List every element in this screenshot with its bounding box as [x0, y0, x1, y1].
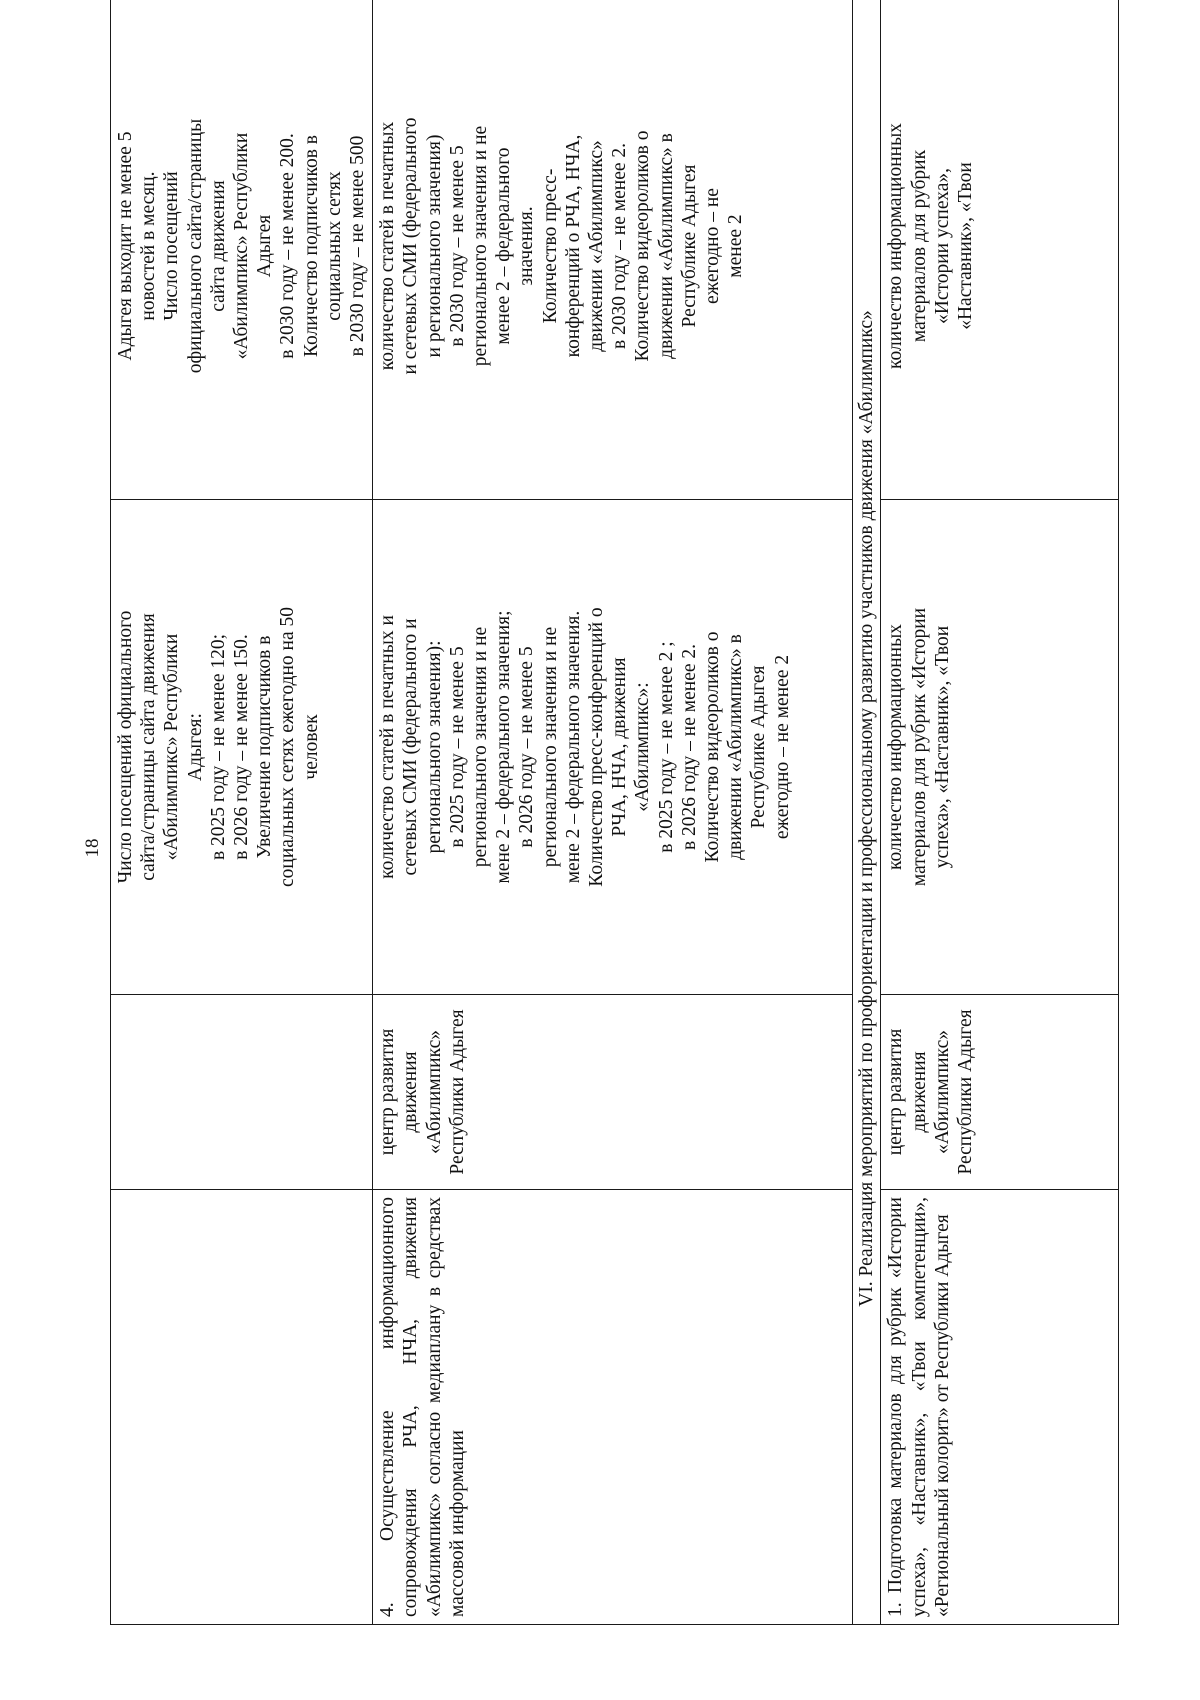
cell-line: человек	[300, 714, 322, 780]
cell-line: значения.	[516, 206, 538, 286]
cell-line: Количество пресс-	[539, 168, 561, 324]
cell-line: Республики Адыгея	[955, 1009, 977, 1175]
cell-line: сетевых СМИ (федерального и	[400, 618, 422, 876]
cell-line: в 2030 году – не менее 500	[347, 135, 369, 357]
page-number	[78, 818, 108, 878]
cell-line: сайта движения	[207, 180, 229, 312]
cell-line: Адыгея:	[184, 713, 206, 781]
cell-line: менее 2 – федерального	[493, 147, 515, 345]
cell-line: «Абилимпикс»:	[632, 682, 654, 812]
cell-line: регионального значения и не	[470, 125, 492, 367]
cell-indicator-2025-2026	[881, 500, 1119, 995]
cell-line: количество статей в печатных и	[377, 615, 399, 879]
cell-line: Количество пресс-конференций о	[586, 607, 608, 887]
cell-line: новостей в месяц.	[138, 171, 160, 321]
section-heading: VI. Реализация мероприятий по профориентации и профессиональному развитию участников движения «Абилимпикс»	[853, 0, 881, 1625]
table-row	[373, 0, 853, 1625]
cell-line: Число посещений официального	[115, 610, 136, 884]
cell-line: в 2025 году – не менее 5	[446, 646, 468, 848]
cell-line: мене 2 – федерального значения.	[562, 610, 584, 884]
cell-responsible	[881, 995, 1119, 1190]
rotated-table-container	[110, 53, 1116, 1625]
cell-line: «Абилимпикс»	[931, 1030, 953, 1154]
cell-line: в 2026 году – не менее 150.	[231, 634, 253, 860]
cell-line: менее 2	[725, 214, 747, 278]
cell-indicator-2030	[373, 0, 853, 500]
cell-line: регионального значения):	[423, 640, 445, 854]
cell-indicator-2030	[881, 0, 1119, 500]
cell-line: количество статей в печатных	[377, 121, 399, 371]
cell-indicator-2025-2026	[111, 500, 373, 995]
cell-line: в 2025 году – не менее 120;	[207, 633, 229, 861]
cell-line: движении «Абилимпикс» в	[725, 634, 747, 860]
cell-line: Адыгея	[254, 214, 276, 278]
cell-line: Республике Адыгея	[748, 665, 770, 829]
cell-line: Увеличение подписчиков в	[254, 635, 276, 859]
cell-line: и сетевых СМИ (федерального	[400, 117, 422, 375]
page-number-text: 18	[82, 838, 103, 858]
cell-line: движении «Абилимпикс»	[586, 140, 608, 352]
table-row	[111, 0, 373, 1625]
cell-indicator-2030	[111, 0, 373, 500]
cell-line: регионального значения и не	[470, 626, 492, 868]
cell-line: «Наставник», «Твои	[955, 162, 977, 330]
cell-line: Количество видеороликов о	[632, 130, 654, 362]
cell-responsible	[111, 995, 373, 1190]
cell-line: конференций о РЧА, НЧА,	[562, 134, 584, 358]
cell-line: материалов для рубрик «Истории	[908, 607, 930, 887]
cell-line: Количество подписчиков в	[300, 135, 322, 357]
cell-line: количество информационных	[885, 123, 907, 369]
cell-activity	[111, 1190, 373, 1625]
cell-line: официального сайта/страницы	[184, 118, 206, 374]
cell-line: РЧА, НЧА, движения	[609, 657, 631, 837]
cell-line: материалов для рубрик	[908, 149, 930, 343]
cell-line: «Абилимпикс» Республики	[161, 633, 183, 861]
cell-line: ежегодно – не менее 2	[771, 654, 793, 840]
cell-line: регионального значения и не	[539, 626, 561, 868]
cell-line: сайта/страницы сайта движения	[138, 613, 160, 881]
cell-line: Адыгея выходит не менее 5	[115, 131, 136, 361]
cell-line: в 2030 году – не менее 5	[446, 145, 468, 347]
cell-line: в 2026 году – не менее 5	[516, 646, 538, 848]
section-heading-row	[853, 0, 881, 1625]
table-row	[881, 0, 1119, 1625]
cell-line: в 2025 году – не менее 2 ;	[655, 641, 677, 853]
cell-line: «Абилимпикс»	[423, 1030, 445, 1154]
cell-line: в 2026 году – не менее 2.	[678, 643, 700, 851]
cell-activity: 1. Подготовка материалов для рубрик «Истории успеха», «Наставник», «Твои компетенции», «Региональный колорит» от Республики Адыгея	[881, 1190, 1119, 1625]
cell-line: центр развития	[885, 1028, 907, 1156]
cell-line: количество информационных	[885, 624, 907, 870]
cell-line: Количество видеороликов о	[702, 631, 724, 863]
cell-line: социальных сетях ежегодно на 50	[277, 607, 299, 887]
cell-indicator-2025-2026	[373, 500, 853, 995]
cell-line: мене 2 – федерального значения;	[493, 610, 515, 884]
cell-line: движения	[908, 1051, 930, 1133]
cell-line: социальных сетях	[323, 171, 345, 321]
cell-line: ежегодно – не	[702, 188, 724, 304]
cell-line: движения	[400, 1051, 422, 1133]
cell-line: «Истории успеха»,	[931, 168, 953, 325]
cell-line: и регионального значения)	[423, 134, 445, 358]
cell-line: Республике Адыгея	[678, 164, 700, 328]
plan-table	[110, 0, 1119, 1625]
cell-line: в 2030 году – не менее 2.	[609, 142, 631, 350]
cell-activity: 4. Осуществление информационного сопровождения РЧА, НЧА, движения «Абилимпикс» согласно медиаплану в средствах массовой информации	[373, 1190, 853, 1625]
cell-responsible	[373, 995, 853, 1190]
cell-line: «Абилимпикс» Республики	[231, 132, 253, 360]
cell-line: в 2030 году – не менее 200.	[277, 133, 299, 359]
cell-line: Республики Адыгея	[446, 1009, 468, 1175]
cell-line: Число посещений	[161, 171, 183, 321]
cell-line: движении «Абилимпикс» в	[655, 133, 677, 359]
cell-line: центр развития	[377, 1028, 399, 1156]
cell-line: успеха», «Наставник», «Твои	[931, 625, 953, 869]
